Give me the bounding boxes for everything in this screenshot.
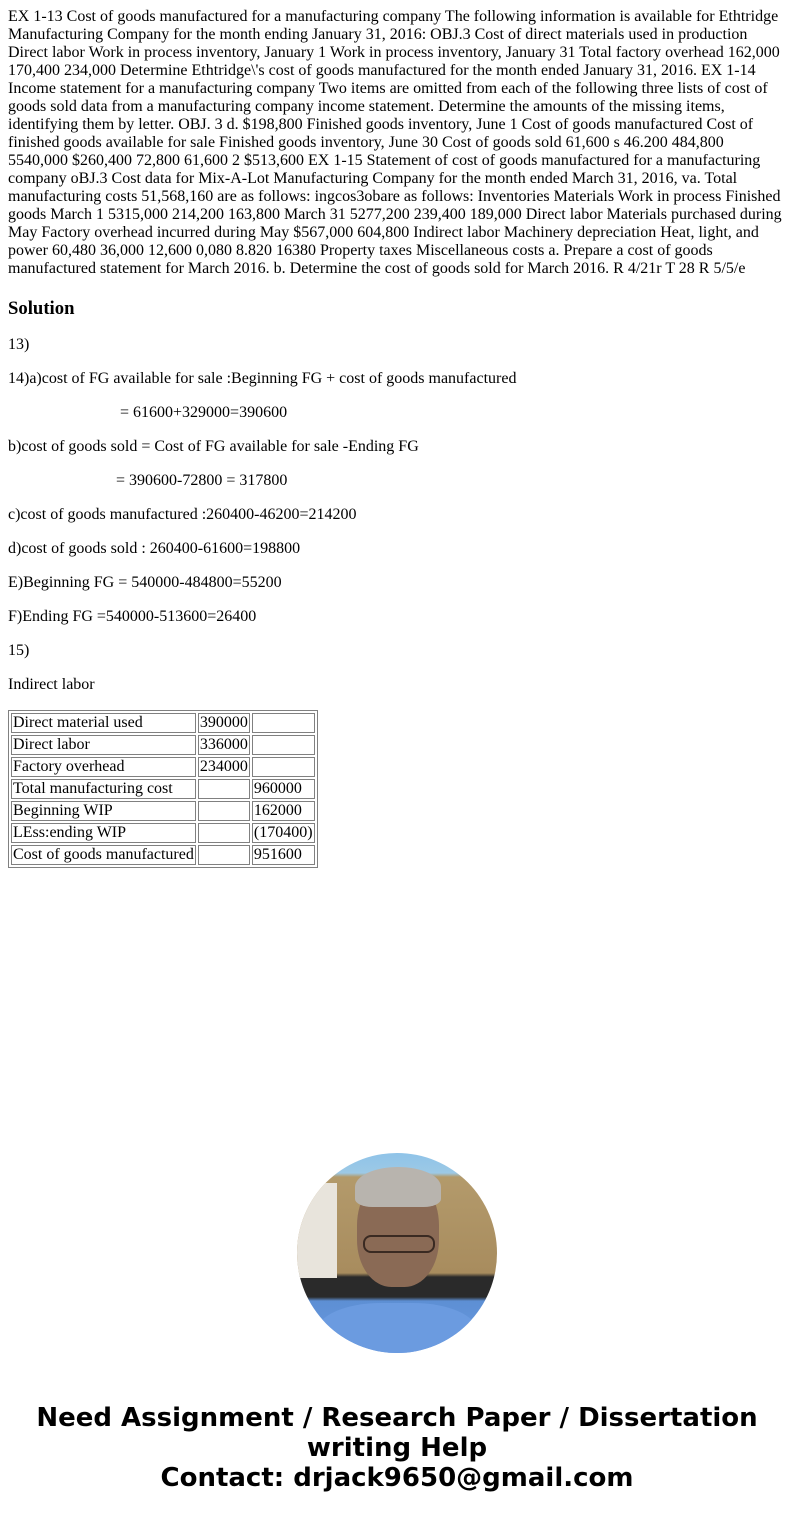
solution-line: d)cost of goods sold : 260400-61600=198800 bbox=[8, 540, 301, 557]
table-row bbox=[11, 735, 315, 755]
avatar-hair bbox=[355, 1167, 441, 1207]
table-cell-amount: 336000 bbox=[199, 736, 248, 753]
table-row bbox=[11, 823, 315, 843]
solution-line: Indirect labor bbox=[8, 676, 95, 693]
avatar-glasses bbox=[363, 1235, 435, 1253]
solution-line: = 390600-72800 = 317800 bbox=[8, 472, 288, 489]
table-cell-label: Beginning WIP bbox=[11, 801, 196, 821]
table-cell-amount bbox=[198, 845, 250, 865]
footer-contact-email: Contact: drjack9650@gmail.com bbox=[160, 1463, 634, 1493]
table-cell-label: LEss:ending WIP bbox=[11, 823, 196, 843]
solution-line: = 61600+329000=390600 bbox=[8, 404, 288, 421]
table-cell-total bbox=[252, 757, 315, 777]
solution-line: E)Beginning FG = 540000-484800=55200 bbox=[8, 574, 282, 591]
solution-line: F)Ending FG =540000-513600=26400 bbox=[8, 608, 257, 625]
question-text: EX 1-13 Cost of goods manufactured for a manufacturing company The following information is available for Ethtridge Manufacturing Company for the month ending January 31, 2016: OBJ.3 Cost of direct materials used in production Direct labor Work in process inventory, January 1 Work in process inventory, January 31 Total factory overhead 162,000 170,400 234,000 Determine Ethtridge\'s cost of goods manufactured for the month ended January 31, 2016. EX 1-14 Income statement for a manufacturing company Two items are omitted from each of the following three lists of cost of goods sold data from a manufacturing company income statement. Determine the amounts of the missing items, identifying them by letter. OBJ. 3 d. $198,800 Finished goods inventory, June 1 Cost of goods manufactured Cost of finished goods available for sale Finished goods inventory, June 30 Cost of goods sold 61,600 s 46.200 484,800 5540,000 $260,400 72,800 61,600 2 $513,600 EX 1-15 Statement of cost of goods manufactured for a manufacturing company oBJ.3 Cost data for Mix-A-Lot Manufacturing Company for the month ended March 31, 2016, va. Total manufacturing costs 51,568,160 are as follows: ingcos3obare as follows: Inventories Materials Work in process Finished goods March 1 5315,000 214,200 163,800 March 31 5277,200 239,400 189,000 Direct labor Materials purchased during May Factory overhead incurred during May $567,000 604,800 Indirect labor Machinery depreciation Heat, light, and power 60,480 36,000 12,600 0,080 8.820 16380 Property taxes Miscellaneous costs a. Prepare a cost of goods manufactured statement for March 2016. b. Determine the cost of goods sold for March 2016. R 4/21r T 28 R 5/5/e bbox=[8, 8, 782, 277]
solution-line: 15) bbox=[8, 642, 30, 659]
table-cell-total: 951600 bbox=[252, 845, 315, 865]
solution-line: c)cost of goods manufactured :260400-46200=214200 bbox=[8, 506, 357, 523]
table-cell-total: 960000 bbox=[252, 779, 315, 799]
table-row bbox=[11, 757, 315, 777]
footer-line-1: Need Assignment / Research Paper / Dissertation bbox=[36, 1403, 758, 1433]
solution-line: 13) bbox=[8, 336, 30, 353]
table-row bbox=[11, 779, 315, 799]
table-cell-amount bbox=[198, 779, 250, 799]
table-row bbox=[11, 713, 315, 733]
table-cell-total: 162000 bbox=[252, 801, 315, 821]
solution-line: b)cost of goods sold = Cost of FG available for sale -Ending FG bbox=[8, 438, 419, 455]
table-cell-label: Factory overhead bbox=[11, 757, 196, 777]
table-cell-label: Direct material used bbox=[11, 713, 196, 733]
table-row bbox=[11, 845, 315, 865]
table-cell-total bbox=[252, 713, 315, 733]
table-cell-amount: 234000 bbox=[199, 758, 248, 775]
contact-footer bbox=[0, 1403, 794, 1493]
solution-line: 14)a)cost of FG available for sale :Beginning FG + cost of goods manufactured bbox=[8, 370, 517, 387]
table-cell-label: Cost of goods manufactured bbox=[13, 846, 194, 863]
avatar-shirt bbox=[317, 1303, 477, 1353]
table-cell-label: Total manufacturing cost bbox=[11, 779, 196, 799]
person-photo-icon bbox=[297, 1153, 497, 1353]
table-cell-amount bbox=[198, 801, 250, 821]
table-cell-total bbox=[252, 735, 315, 755]
cost-of-goods-manufactured-table bbox=[8, 710, 318, 868]
table-cell-amount bbox=[198, 823, 250, 843]
table-cell-amount: 390000 bbox=[199, 714, 248, 731]
solution-heading: Solution bbox=[8, 298, 75, 319]
avatar-background bbox=[297, 1183, 337, 1278]
table-cell-label: Direct labor bbox=[11, 735, 196, 755]
table-row bbox=[11, 801, 315, 821]
table-cell-total: (170400) bbox=[253, 824, 313, 841]
footer-line-2: writing Help bbox=[306, 1433, 488, 1463]
